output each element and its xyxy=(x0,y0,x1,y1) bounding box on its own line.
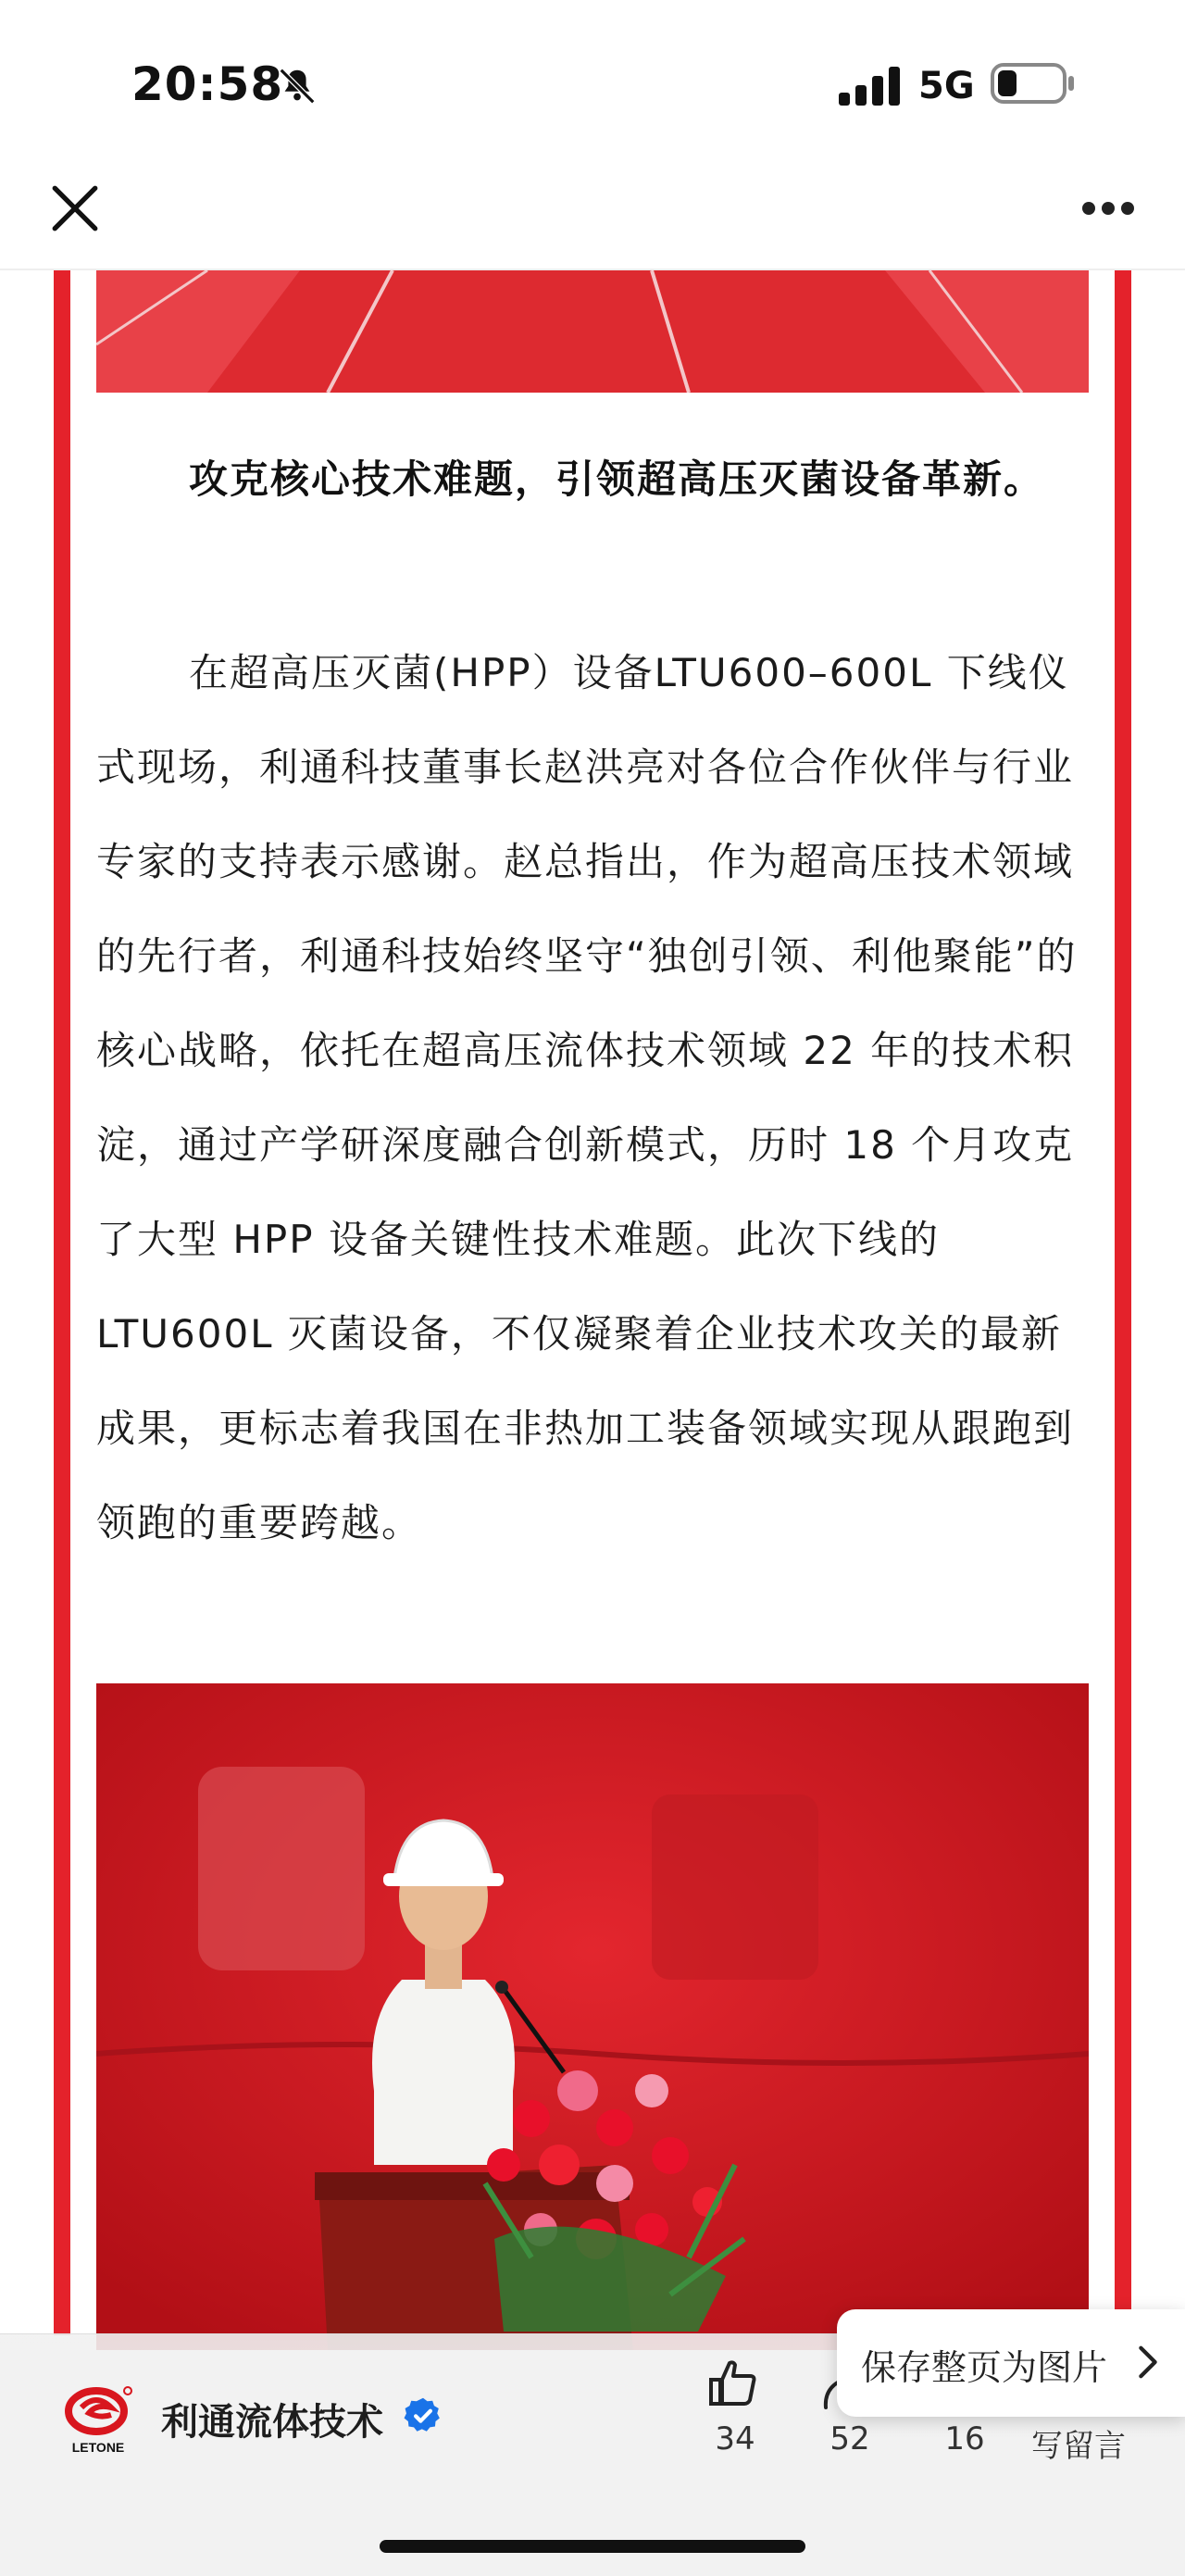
chevron-right-icon xyxy=(1135,2343,1161,2382)
nav-bar xyxy=(0,176,1185,270)
speaker-at-podium-illustration xyxy=(96,1683,1089,2350)
share-count: 52 xyxy=(830,2420,870,2457)
account-name[interactable]: 利通流体技术 xyxy=(161,2401,383,2444)
letone-logo xyxy=(59,2382,137,2459)
article-frame-right xyxy=(1115,270,1131,2335)
signal-strength-icon xyxy=(839,67,902,106)
speech-photo xyxy=(96,1683,1089,2350)
like-thumbs-up-icon[interactable] xyxy=(705,2356,761,2411)
more-options-icon[interactable] xyxy=(1079,199,1137,218)
red-carpet-illustration xyxy=(96,270,1089,393)
save-page-as-image-label[interactable]: 保存整页为图片 xyxy=(861,2347,1108,2388)
network-type: 5G xyxy=(918,65,975,107)
home-indicator[interactable] xyxy=(380,2540,805,2553)
comment-count: 16 xyxy=(944,2420,985,2457)
verified-badge-icon xyxy=(404,2396,443,2435)
battery-icon xyxy=(991,63,1076,104)
article-frame-left xyxy=(54,270,70,2335)
close-icon[interactable] xyxy=(48,181,102,235)
article-subheading: 攻克核心技术难题，引领超高压灭菌设备革新。 xyxy=(189,456,1045,502)
status-time: 20:58 xyxy=(131,57,284,111)
write-comment-button[interactable]: 写留言 xyxy=(1031,2428,1126,2465)
red-carpet-photo xyxy=(96,270,1089,393)
like-count: 34 xyxy=(715,2420,755,2457)
article-paragraph: 在超高压灭菌(HPP）设备LTU600–600L 下线仪式现场，利通科技董事长赵洪亮对各位合作伙伴与行业专家的支持表示感谢。赵总指出，作为超高压技术领域的先行者，利通科技始终坚守“独创引领、利他聚能”的核心战略，依托在超高压流体技术领域 22 年的技术积淀，通过产学研深度融合创新模式，历时 18 个月攻克了大型 HPP 设备关键性技术难题。此次下线的 LTU600L 灭菌设备，不仅凝聚着企业技术攻关的最新成果，更标志着我国在非热加工装备领域实现从跟跑到领跑的重要跨越。 xyxy=(96,650,1078,1545)
logo-text: LETONE xyxy=(71,2440,125,2455)
bell-muted-icon xyxy=(276,65,318,107)
